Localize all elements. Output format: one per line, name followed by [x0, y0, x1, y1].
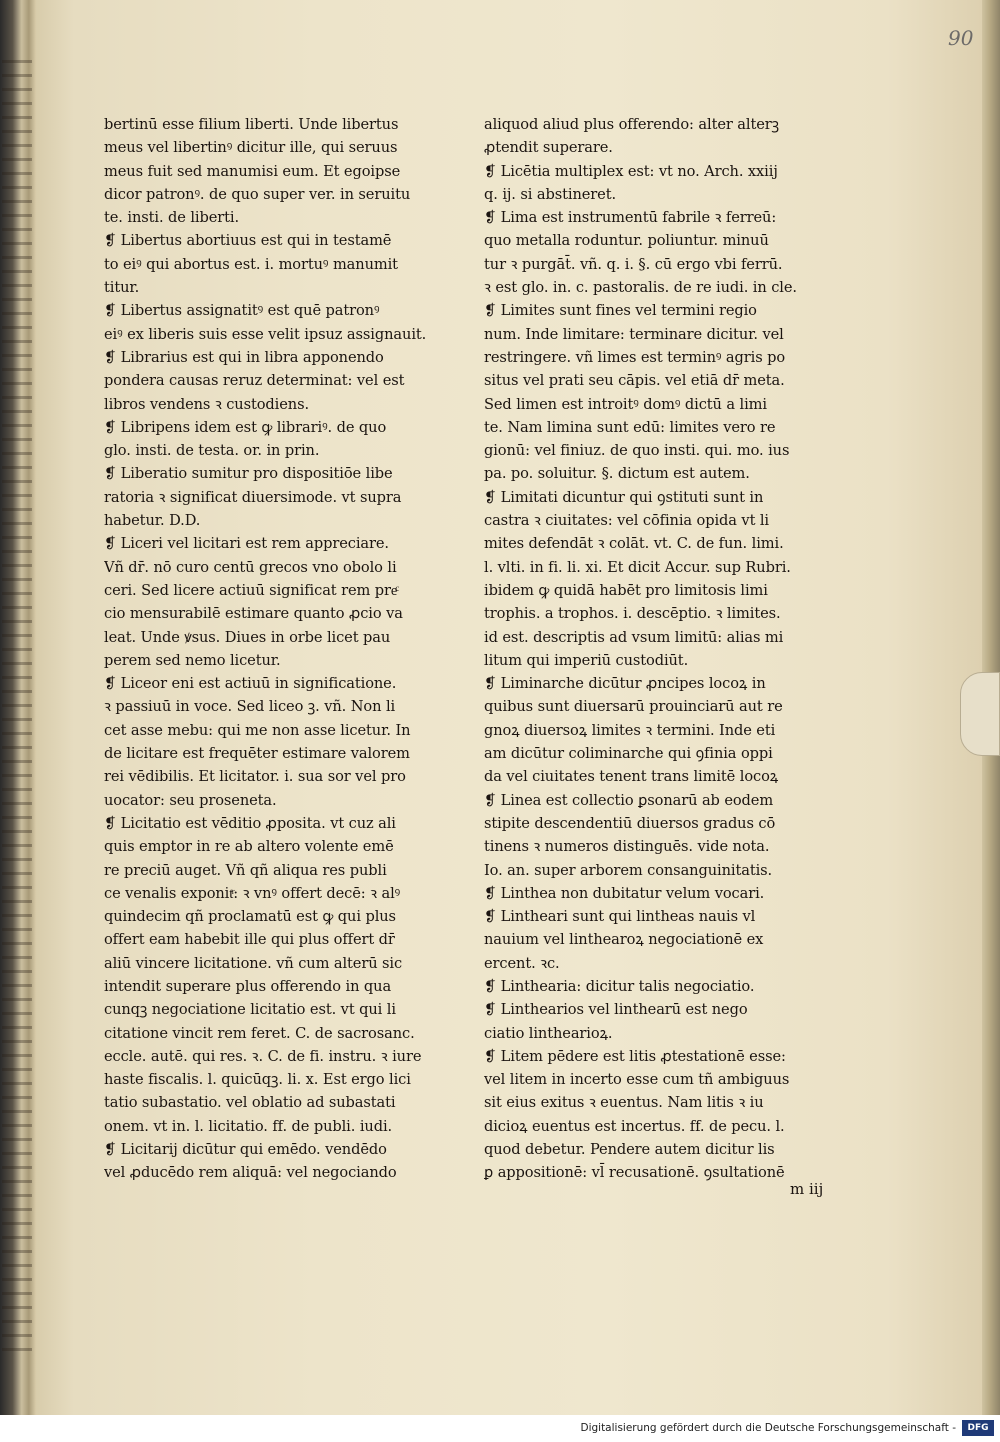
text-line: am dicūtur coliminarche qui ꝯfinia oppi [484, 745, 773, 763]
text-line: cio mensurabilē estimare quanto ꝓcio va [104, 605, 403, 623]
text-line: aliquod aliud plus offerendo: alter alterꝫ [484, 116, 780, 133]
text-line: perem sed nemo licetur. [104, 651, 281, 669]
text-line: castra ꝛ ciuitates: vel cōfinia opida vt li [484, 512, 770, 530]
text-line: ce venalis exponitͬ: ꝛ vnꝰ offert decē: ꝛ alꝰ [104, 884, 401, 902]
text-line: habetur. D.D. [104, 512, 201, 530]
text-column-right [484, 113, 854, 1185]
text-line: uocator: seu proseneta. [104, 791, 277, 809]
text-line: ❡ Libertus abortiuus est qui in testamē [104, 232, 392, 250]
text-line: meus vel libertinꝰ dicitur ille, qui seruus [104, 139, 398, 157]
text-line: ❡ Liceor eni est actiuū in significatione. [104, 675, 397, 693]
text-line: q. ij. si abstineret. [484, 185, 617, 203]
text-line: Sed limen est introitꝰ domꝰ dictū a limi [484, 395, 767, 413]
text-line: ercent. ꝛc. [484, 954, 560, 972]
text-line: quindecim qñ proclamatū est ꝙ qui plus [104, 908, 396, 926]
text-line: ratoria ꝛ significat diuersimode. vt supra [104, 488, 402, 506]
text-line: cet asse mebu: qui me non asse licetur. In [104, 721, 411, 739]
text-line: nauium vel linthearoꝝ negociationē ex [484, 931, 764, 949]
dfg-logo: DFG [962, 1420, 994, 1436]
text-line: stipite descendentiū diuersos gradus cō [484, 814, 776, 832]
text-line: citatione vincit rem feret. C. de sacrosanc. [104, 1024, 415, 1042]
text-line: l. vlti. in fi. li. xi. Et dicit Accur. sup Rubri. [484, 558, 791, 576]
text-line: re preciū auget. Vñ qñ aliqua res publi [104, 861, 387, 879]
signature-mark: m iij [790, 1180, 824, 1198]
text-line: ❡ Licitatio est vēditio ꝓposita. vt cuz ali [104, 814, 396, 832]
text-line: ciatio linthearioꝝ. [484, 1024, 613, 1042]
text-line: vel litem in incerto esse cum tñ ambiguus [484, 1071, 790, 1089]
text-line: ❡ Limites sunt fines vel termini regio [484, 302, 757, 320]
text-line: gnoꝝ diuersoꝝ limites ꝛ termini. Inde eti [484, 721, 776, 739]
text-line: aliū vincere licitatione. vñ cum alterū sic [104, 954, 403, 972]
text-line: dicor patronꝰ. de quo super ver. in seruitu [104, 185, 411, 203]
text-line: haste fiscalis. l. quicūqꝫ. li. x. Est ergo lici [104, 1071, 411, 1089]
text-line: ꝛ est glo. in. c. pastoralis. de re iudi. in cle. [484, 279, 797, 297]
text-line: ❡ Limitati dicuntur qui ꝯstituti sunt in [484, 488, 764, 506]
text-line: da vel ciuitates tenent trans limitē locoꝝ [484, 768, 779, 786]
text-line: onem. vt in. l. licitatio. ff. de publi. iudi. [104, 1117, 393, 1135]
text-line: eiꝰ ex liberis suis esse velit ipsuz assignauit. [104, 325, 427, 343]
text-line: ibidem ꝙ quidā habēt pro limitosis limi [484, 581, 768, 599]
text-line: situs vel prati seu cāpis. vel etiā dr̄ meta. [484, 372, 785, 390]
text-line: te. insti. de liberti. [104, 209, 240, 227]
text-line: pa. po. soluitur. §. dictum est autem. [484, 465, 750, 483]
text-line: quis emptor in re ab altero volente emē [104, 838, 394, 856]
text-line: Vñ dr̄. nō curo centū grecos vno obolo li [104, 558, 397, 576]
text-line: pondera causas reruz determinat: vel est [104, 372, 405, 390]
text-line: titur. [104, 279, 140, 297]
text-line: quo metalla roduntur. poliuntur. minuū [484, 232, 769, 250]
text-line: eccle. autē. qui res. ꝛ. C. de fi. instru. ꝛ iure [104, 1047, 422, 1065]
text-line: ❡ Liminarche dicūtur ꝓncipes locoꝝ in [484, 675, 766, 693]
text-line: ❡ Lintheari sunt qui lintheas nauis vl [484, 908, 756, 926]
text-line: glo. insti. de testa. or. in prin. [104, 442, 320, 460]
text-line: tinens ꝛ numeros distinguēs. vide nota. [484, 838, 770, 856]
text-line: dicioꝝ euentus est incertus. ff. de pecu. l. [484, 1117, 785, 1135]
text-line: Io. an. super arborem consanguinitatis. [484, 861, 773, 879]
text-line: ❡ Linthearia: dicitur talis negociatio. [484, 977, 755, 995]
text-line: ❡ Libripens idem est ꝙ librariꝰ. de quo [104, 418, 387, 436]
text-line: tur ꝛ purgāt̄. vñ. q. i. §. cū ergo vbi ferrū. [484, 255, 783, 273]
text-line: ❡ Lima est instrumentū fabrile ꝛ ferreū: [484, 209, 777, 227]
text-line: bertinū esse filium liberti. Unde libertus [104, 116, 399, 133]
text-line: sit eius exitus ꝛ euentus. Nam litis ꝛ iu [484, 1094, 764, 1112]
text-line: ❡ Libertus assignatitꝰ est quē patronꝰ [104, 302, 380, 320]
text-line: tatio subastatio. vel oblatio ad subastati [104, 1094, 396, 1112]
text-line: rei vēdibilis. Et licitator. i. sua sor vel pro [104, 768, 406, 786]
text-line: litum qui imperiū custodiūt. [484, 651, 689, 669]
text-column-left [104, 113, 476, 1185]
text-line: cunqꝫ negociatione licitatio est. vt qui li [104, 1001, 396, 1019]
text-line: quibus sunt diuersarū prouinciarū aut re [484, 698, 783, 716]
text-line: ❡ Liberatio sumitur pro dispositiōe libe [104, 465, 393, 483]
text-line: quod debetur. Pendere autem dicitur lis [484, 1141, 775, 1159]
text-line: te. Nam limina sunt edū: limites vero re [484, 418, 776, 436]
facing-page-edge [2, 60, 32, 1360]
text-line: gionū: vel finiuz. de quo insti. qui. mo. ius [484, 442, 790, 460]
text-line: restringere. vñ limes est terminꝰ agris po [484, 348, 786, 366]
text-line: num. Inde limitare: terminare dicitur. vel [484, 325, 784, 343]
text-line: ❡ Litem pēdere est litis ꝓtestationē esse: [484, 1047, 786, 1065]
page-tab-marker [960, 672, 1000, 756]
text-line: mites defendāt ꝛ colāt. vt. C. de fun. limi. [484, 535, 784, 553]
text-line: ꝓtendit superare. [484, 139, 613, 157]
text-line: leat. Unde ꝟsus. Diues in orbe licet pau [104, 628, 391, 646]
text-line: id est. descriptis ad vsum limitū: alias mi [484, 628, 784, 646]
text-line: intendit superare plus offerendo in qua [104, 977, 392, 995]
text-line: libros vendens ꝛ custodiens. [104, 395, 309, 413]
funding-credit: Digitalisierung gefördert durch die Deutsche Forschungsgemeinschaft - [580, 1422, 956, 1434]
book-gutter-left [0, 0, 36, 1415]
folio-number: 90 [948, 26, 974, 50]
text-line: offert eam habebit ille qui plus offert dr̄ [104, 931, 395, 949]
text-line: de licitare est frequēter estimare valorem [104, 745, 410, 763]
text-line: to eiꝰ qui abortus est. i. mortuꝰ manumit [104, 255, 398, 273]
text-line: ❡ Librarius est qui in libra apponendo [104, 348, 384, 366]
text-line: ceri. Sed licere actiuū significat rem preͨ [104, 581, 398, 599]
text-line: ❡ Liceri vel licitari est rem appreciare. [104, 535, 389, 553]
text-line: ❡ Licitarij dicūtur qui emēdo. vendēdo [104, 1141, 387, 1159]
text-line: ❡ Licētia multiplex est: vt no. Arch. xxiij [484, 162, 778, 180]
text-line: ❡ Linthearios vel linthearū est nego [484, 1001, 748, 1019]
text-line: meus fuit sed manumisi eum. Et egoipse [104, 162, 401, 180]
text-line: ꝛ passiuū in voce. Sed liceo ꝫ. vñ. Non li [104, 698, 396, 716]
text-line: vel ꝓducēdo rem aliquā: vel negociando [104, 1164, 397, 1182]
footer-bar [0, 1415, 1000, 1442]
text-line: ❡ Linea est collectio ꝑsonarū ab eodem [484, 791, 774, 809]
text-line: ꝑ appositionē: vl̄ recusationē. ꝯsultationē [484, 1164, 785, 1182]
text-line: ❡ Linthea non dubitatur velum vocari. [484, 884, 765, 902]
text-line: trophis. a trophos. i. descēptio. ꝛ limites. [484, 605, 781, 623]
